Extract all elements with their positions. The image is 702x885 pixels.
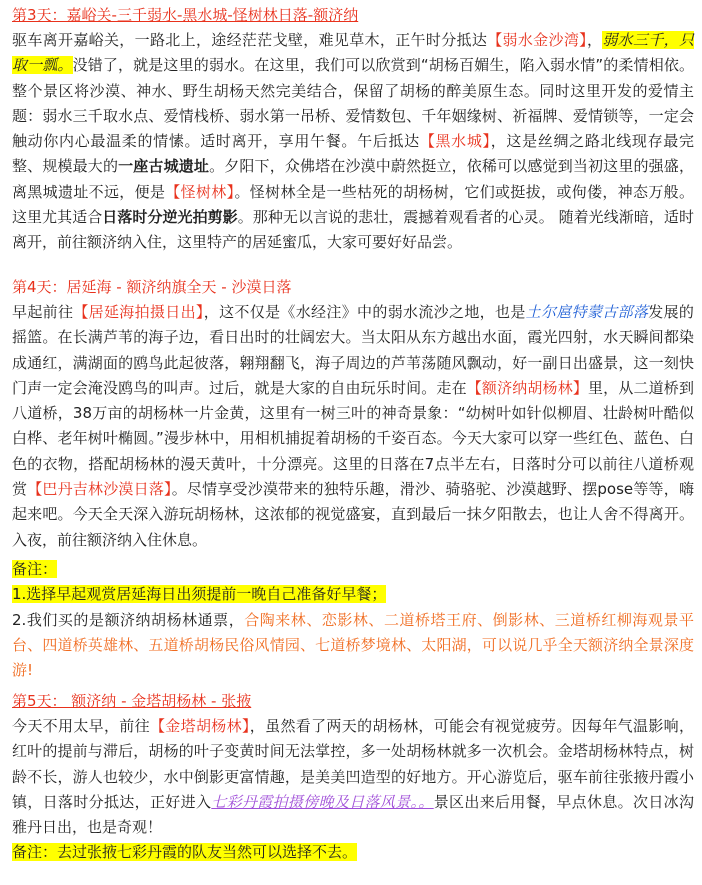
text: ，: [587, 31, 603, 49]
quote-highlight: 弱水三千，只取一瓢。: [12, 31, 694, 75]
note-label: 备注：: [12, 559, 58, 578]
note-2b: 合陶来林、恋影林、二道桥塔王府、倒影林、三道桥红柳海观景平台、四道桥英雄林、五道桥胡杨民俗风情园、七道桥梦境林、太阳湖，可以说几乎全天额济纳全景深度游!: [12, 610, 694, 680]
text: 。怪树林全是一些枯死的胡杨树，它们或挺拔，或佝偻，神态万般。这里尤其适合: [12, 182, 694, 227]
day4-notes: [12, 557, 694, 683]
text: 今天不用太早，前往: [12, 717, 150, 735]
day4-paragraph: [12, 300, 694, 553]
spot-jinta-huyanglin: 【金塔胡杨林】: [149, 717, 250, 735]
spot-ruoshui-jinshawan: 【弱水金沙湾】: [487, 31, 587, 49]
text: 早起前往: [12, 303, 74, 321]
day5-title: 第5天： 额济纳 - 金塔胡杨林 - 张掖: [12, 692, 252, 710]
text: ，虽然看了两天的胡杨林，可能会有视觉疲劳。因每年气温影响，红叶的提前与滞后，胡杨的叶子变黄时间无法掌控，多一处胡杨林就多一次机会。金塔胡杨林特点，树龄不长，游人也较少，水中倒影更富情趣，是美美凹造型的好地方。开心游览后，驱车前往张掖丹霞小镇，日落时分抵达，正好进入: [12, 717, 694, 811]
text: 。尽情享受沙漠带来的独特乐趣，滑沙、骑骆驼、沙漠越野、摆pose等等，嗨起来吧。今天全天深入游玩胡杨林，这浓郁的视觉盛宴，直到最后一抹夕阳散去，也让人舍不得离开。入夜，前往额济纳入住休息。: [12, 480, 694, 549]
text: 没错了，就是这里的弱水。在这里，我们可以欣赏到“胡杨百媚生，陷入弱水情”的柔情相依。整个景区将沙漠、神水、野生胡杨天然完美结合，保留了胡杨的醉美原生态。同时这里开发的爱情主题：弱水三千取水点、爱情栈桥、弱水第一吊桥、爱情数包、千年姻缘树、祈福牌、爱情锁等，一定会触动你内心最温柔的情愫。适时离开，享用午餐。午后抵达: [12, 56, 694, 151]
text: 景区出来后用餐，早点休息。次日冰沟雅丹日出，也是奇观！: [12, 792, 694, 837]
spot-guaishulin: 【怪树林】: [165, 182, 235, 201]
day5-section: [12, 690, 694, 866]
text: ，这是丝绸之路北线现存最完整、规模最大的: [12, 132, 694, 176]
note-2a: 2.我们买的是额济纳胡杨林通票，: [12, 610, 245, 629]
text: 里，从二道桥到八道桥，38万亩的胡杨林一片金黄，这里有一树三叶的神奇景象：“幼树叶如针似柳眉、壮龄树叶酷似白桦、老年树叶椭圆。”漫步林中，用相机捕捉着胡杨的千姿百态。今天大家可以穿一些红色、蓝色、白色的衣物，搭配胡杨林的漫天黄叶，十分漂亮。这里的日落在7点半左右，日落时分可以前往八道桥观赏: [12, 378, 694, 499]
text: ，这不仅是《水经注》中的弱水流沙之地，也是: [203, 303, 526, 321]
spot-ejina-huyanglin: 【额济纳胡杨林】: [466, 378, 589, 397]
day5-paragraph: [12, 714, 694, 840]
day5-note-line: [12, 840, 694, 865]
spot-heishuicheng: 【黑水城】: [419, 132, 491, 151]
text: 发展的摇篮。在长满芦苇的海子边，看日出时的壮阔宏大。当太阳从东方越出水面，霞光四射，水天瞬间都染成通红，满湖面的鸥鸟此起彼落，翱翔翻飞，海子周边的芦苇荡随风飘动，好一副日出盛景，这一刻快门声一定会淹没鸥鸟的叫声。过后，就是大家的自由玩乐时间。走在: [12, 303, 694, 397]
day3-title: 第3天：嘉峪关-三千弱水-黑水城-怪树林日落-额济纳: [12, 6, 359, 24]
text: 。那种无以言说的悲壮，震撼着观看者的心灵。 随着光线渐暗，适时离开，前往额济纳入住，这里特产的居延蜜瓜，大家可要好好品尝。: [12, 208, 694, 252]
note-2-line: [12, 608, 694, 684]
note-1-line: [12, 582, 694, 607]
spot-juyanhai: 【居延海拍摄日出】: [73, 303, 204, 321]
day5-note: 备注：去过张掖七彩丹霞的队友当然可以选择不去。: [12, 843, 358, 862]
day3-section: [12, 4, 694, 256]
link-qicai-danxia[interactable]: 七彩丹霞拍摄傍晚及日落风景。。: [211, 792, 434, 811]
day4-section: [12, 276, 694, 683]
text: 。夕阳下，众佛塔在沙漠中蔚然挺立，依稀可以感觉到当初这里的强盛，离黑城遗址不远，便是: [12, 157, 694, 201]
note-label-line: [12, 557, 694, 582]
link-torghut-tribe[interactable]: 土尔扈特蒙古部落: [525, 303, 649, 321]
bold-text: 日落时分逆光拍剪影: [102, 208, 238, 227]
note-1: 1.选择早起观赏居延海日出须提前一晚自己准备好早餐；: [12, 585, 387, 604]
bold-text: 一座古城遗址: [118, 157, 210, 176]
text: 驱车离开嘉峪关，一路北上，途经茫茫戈壁，难见草木，正午时分抵达: [12, 31, 488, 49]
spot-badain-jaran: 【巴丹吉林沙漠日落】: [27, 480, 172, 499]
day4-title: 第4天：居延海 - 额济纳旗全天 - 沙漠日落: [12, 278, 292, 296]
day3-paragraph: [12, 28, 694, 256]
